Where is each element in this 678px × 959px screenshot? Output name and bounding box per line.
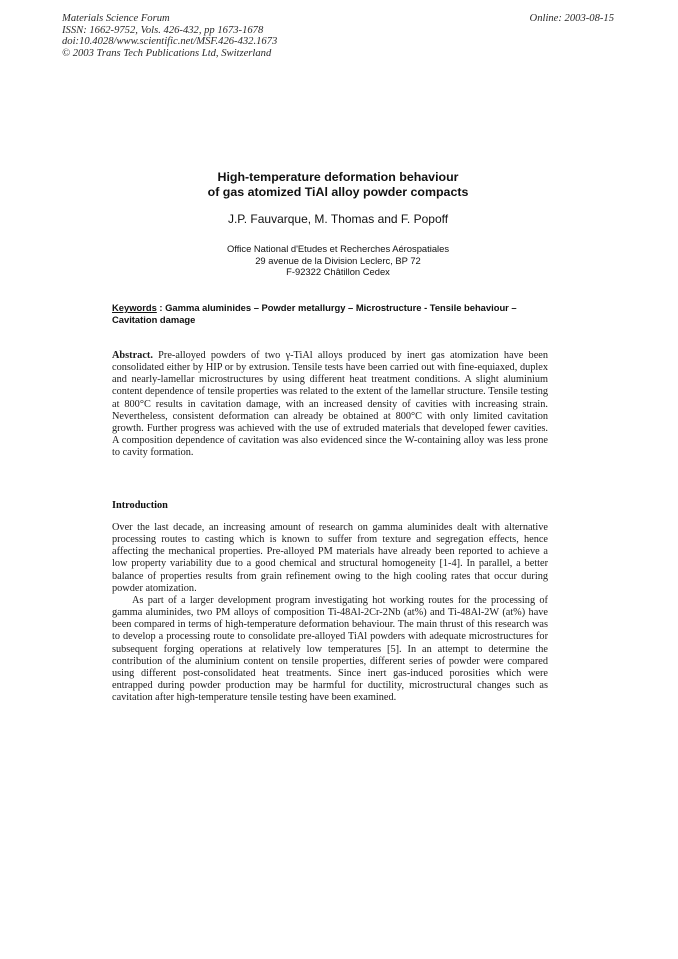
issn-line: ISSN: 1662-9752, Vols. 426-432, pp 1673-1678 — [62, 24, 264, 36]
intro-paragraph: Over the last decade, an increasing amount of research on gamma aluminides dealt with alternative processing routes to casting which is known to suffer from texture and segregation effects, hence affecting the mechanical properties. Pre-alloyed PM materials have already been reported to achieve a low property variability due to a good chemical and structural homogeneity [1-4]. In parallel, a better balance of properties results from grain refinement owing to the high cooling rates that occur during powder atomization. — [112, 522, 548, 594]
abstract-text: Pre-alloyed powders of two γ-TiAl alloys produced by inert gas atomization have been consolidated either by HIP or by extrusion. Tensile tests have been carried out with fine-equiaxed, duplex and nearly-lamellar microstructures by using different heat treatment conditions. A slight aluminium content dependence of tensile properties was related to the extent of the lamellar structure. Tensile testing at 800°C results in cavitation damage, with an increased density of cavities with increasing strain. Nevertheless, consistent deformation can already be obtained at 800°C with only limited cavitation growth. Further progress was achieved with the use of extruded materials that developed fewer cavities. A composition dependence of cavitation was also evidenced since the W-containing alloy was less prone to cavity formation. — [112, 350, 548, 459]
journal-header — [62, 13, 277, 59]
paper-title — [150, 170, 526, 200]
introduction-heading: Introduction — [112, 500, 168, 511]
authors: J.P. Fauvarque, M. Thomas and F. Popoff — [227, 212, 449, 226]
title-line-1: High-temperature deformation behaviour — [217, 170, 459, 184]
keywords-text: : Gamma aluminides – Powder metallurgy – Microstructure - Tensile behaviour – Cavitation damage — [112, 302, 517, 326]
keywords-label: Keywords — [112, 302, 157, 313]
affiliation-line: F-92322 Châtillon Cedex — [286, 266, 390, 278]
abstract — [112, 350, 548, 459]
journal-name: Materials Science Forum — [62, 13, 170, 24]
abstract-label: Abstract. — [112, 350, 153, 361]
affiliation — [150, 243, 526, 278]
affiliation-line: Office National d'Etudes et Recherches Aérospatiales — [226, 243, 450, 254]
online-date: Online: 2003-08-15 — [529, 13, 614, 24]
introduction-body — [112, 522, 548, 704]
doi-line[interactable]: doi:10.4028/www.scientific.net/MSF.426-432.1673 — [62, 36, 278, 48]
keywords — [112, 302, 552, 327]
copyright-line: © 2003 Trans Tech Publications Ltd, Switzerland — [62, 47, 272, 59]
affiliation-line: 29 avenue de la Division Leclerc, BP 72 — [255, 254, 421, 266]
intro-paragraph: As part of a larger development program investigating hot working routes for the processing of gamma aluminides, two PM alloys of composition Ti-48Al-2Cr-2Nb (at%) and Ti-48Al-2W (at%) have been compared in terms of high-temperature deformation behaviour. The main thrust of this research was to develop a processing route to consolidate pre-alloyed TiAl powders with adequate microstructures for subsequent forging operations at relatively low temperatures [5]. In an attempt to determine the contribution of the aluminium content on tensile properties, different series of powder were compared using different post-consolidated heat treatments. Since inert gas-induced porosities which were entrapped during powder production may be harmful for ductility, microstructural changes such as cavitation after high-temperature tensile testing have been examined. — [112, 594, 548, 704]
title-line-2: of gas atomized TiAl alloy powder compacts — [207, 185, 469, 199]
